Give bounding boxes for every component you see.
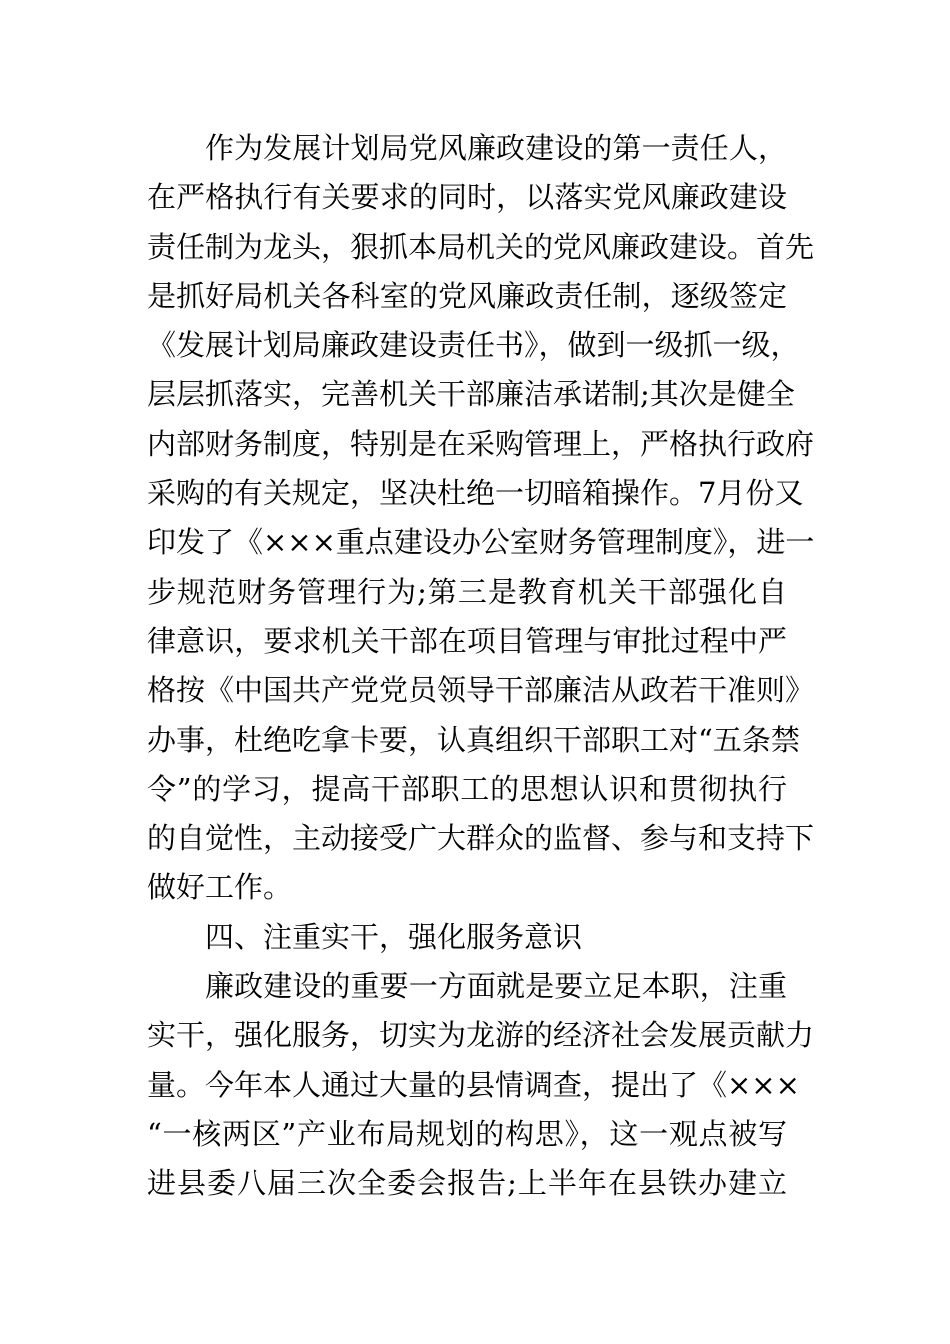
paragraph-end-line: 四、注重实干，强化服务意识 (205, 919, 583, 954)
text-line: “一核两区”产业布局规划的构思》，这一观点被写 (147, 1116, 787, 1151)
document-body (147, 124, 815, 1209)
text-line: 层层抓落实，完善机关干部廉洁承诺制;其次是健全 (147, 377, 795, 412)
text-line: 印发了《×××重点建设办公室财务管理制度》，进一 (147, 525, 815, 560)
text-line: 采购的有关规定，坚决杜绝一切暗箱操作。7月份又 (147, 476, 804, 511)
text-line: 步规范财务管理行为;第三是教育机关干部强化自 (147, 574, 787, 609)
text-line: 格按《中国共产党党员领导干部廉洁从政若干准则》 (147, 673, 815, 708)
text-line: 办事，杜绝吃拿卡要，认真组织干部职工对“五条禁 (147, 722, 800, 757)
paragraph-end-line: 做好工作。 (147, 870, 293, 905)
text-line: 在严格执行有关要求的同时，以落实党风廉政建设 (147, 180, 787, 215)
text-line: 进县委八届三次全委会报告;上半年在县铁办建立 (147, 1166, 787, 1201)
text-line: 量。今年本人通过大量的县情调查，提出了《××× (147, 1067, 800, 1102)
text-line: 内部财务制度，特别是在采购管理上，严格执行政府 (147, 426, 815, 461)
text-line: 律意识，要求机关干部在项目管理与审批过程中严 (147, 623, 787, 658)
text-line: 令”的学习，提高干部职工的思想认识和贯彻执行 (147, 771, 787, 806)
text-line: 是抓好局机关各科室的党风廉政责任制，逐级签定 (147, 278, 787, 313)
text-line: 责任制为龙头，狠抓本局机关的党风廉政建设。首先 (147, 229, 815, 264)
text-line: 的自觉性，主动接受广大群众的监督、参与和支持下 (147, 821, 815, 856)
text-line: 实干，强化服务，切实为龙游的经济社会发展贡献力 (147, 1018, 815, 1053)
text-line: 作为发展计划局党风廉政建设的第一责任人， (205, 131, 787, 165)
text-line: 廉政建设的重要一方面就是要立足本职，注重 (205, 969, 787, 1004)
text-line: 《发展计划局廉政建设责任书》，做到一级抓一级， (147, 328, 800, 363)
